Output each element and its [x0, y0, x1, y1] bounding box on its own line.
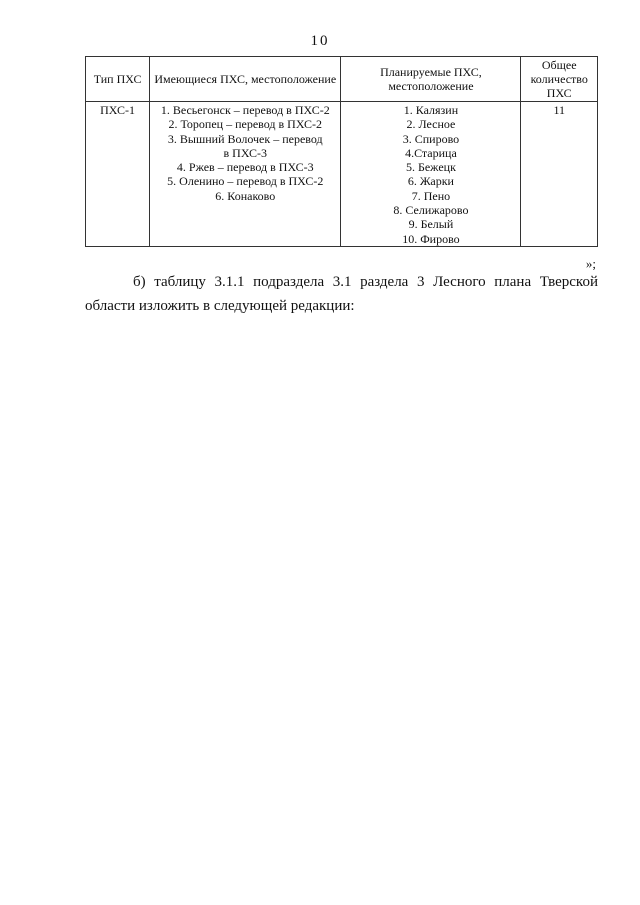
planned-item: 6. Жарки — [407, 174, 454, 189]
page-number: 10 — [310, 33, 330, 49]
cell-type: ПХС-1 — [86, 102, 150, 247]
header-planned — [341, 57, 521, 102]
planned-item: 4.Старица — [405, 145, 457, 160]
planned-item: 10. Фирово — [402, 231, 460, 246]
existing-item: 5. Оленино – перевод в ПХС-2 — [167, 174, 324, 189]
cell-planned — [341, 102, 521, 247]
table-row — [86, 102, 598, 247]
header-existing: Имеющиеся ПХС, местоположение — [150, 57, 341, 102]
header-type: Тип ПХС — [86, 57, 150, 102]
table-header-row — [86, 57, 598, 102]
closing-quote: »; — [585, 256, 596, 271]
cell-existing — [150, 102, 341, 247]
header-planned-line: местоположение — [388, 79, 474, 93]
planned-item: 3. Спирово — [402, 131, 460, 146]
cell-total: 11 — [521, 102, 598, 247]
planned-item: 7. Пено — [411, 188, 451, 203]
pxc-table — [85, 56, 598, 247]
existing-item: 3. Вышний Волочек – перевод — [167, 131, 323, 146]
planned-item: 5. Бежецк — [405, 160, 456, 175]
header-total — [521, 57, 598, 102]
existing-item: 2. Торопец – перевод в ПХС-2 — [168, 117, 323, 132]
planned-item: 8. Селижарово — [393, 203, 469, 218]
existing-item: в ПХС-3 — [223, 145, 268, 160]
header-planned-line: Планируемые ПХС, — [380, 64, 482, 79]
existing-item: 6. Конаково — [215, 188, 276, 203]
header-total-line: количество — [530, 71, 588, 86]
header-total-line: ПХС — [546, 86, 572, 101]
existing-item: 1. Весьегонск – перевод в ПХС-2 — [160, 103, 330, 117]
existing-item: 4. Ржев – перевод в ПХС-3 — [176, 160, 314, 175]
planned-item: 2. Лесное — [406, 117, 456, 132]
header-total-line: Общее — [541, 57, 577, 72]
planned-item: 1. Калязин — [403, 103, 459, 117]
body-paragraph: б) таблицу 3.1.1 подраздела 3.1 раздела 3 Лесного плана Тверской области изложить в следующей редакции: — [85, 274, 598, 314]
planned-item: 9. Белый — [408, 217, 454, 232]
